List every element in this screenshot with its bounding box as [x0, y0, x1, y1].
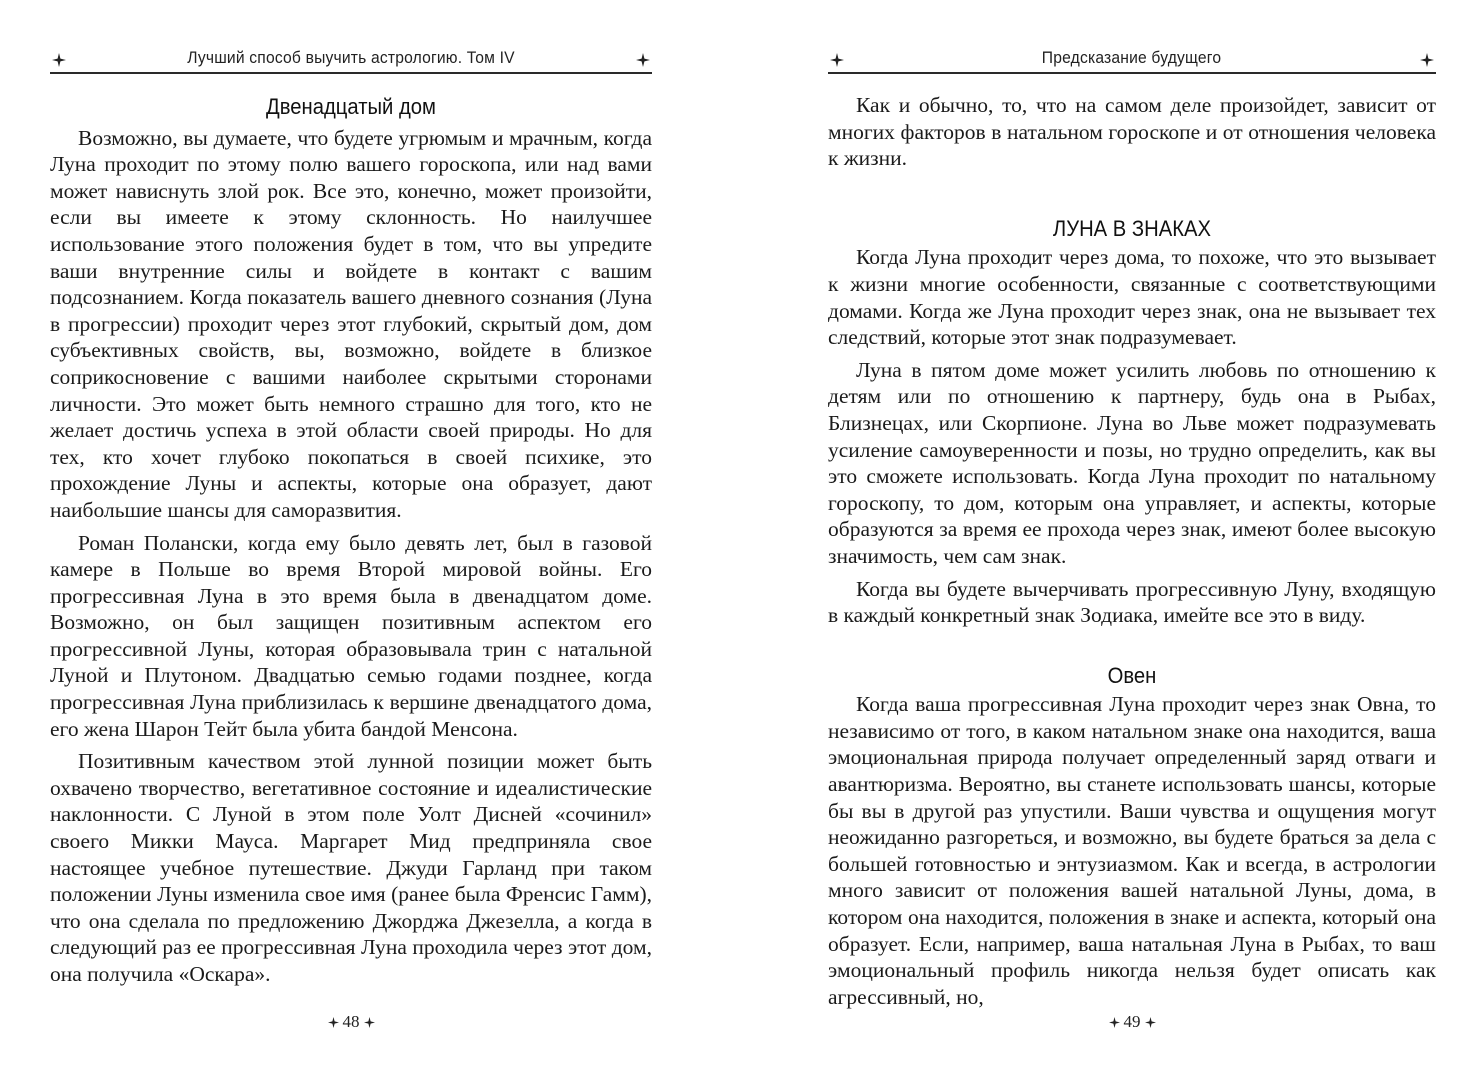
four-point-star-icon — [328, 1017, 339, 1028]
four-point-star-icon — [636, 53, 650, 67]
left-page-body — [50, 94, 652, 988]
four-point-star-icon — [1420, 53, 1434, 67]
four-point-star-icon — [1145, 1017, 1156, 1028]
running-head-title: Предсказание будущего — [1042, 48, 1222, 67]
paragraph: Когда Луна проходит через дома, то похоже, что это вызывает к жизни многие особенности, связанные с соответствующими домами. Когда же Луна проходит через знак, она не вызывает тех следствий, которые этот знак подразумевает. — [828, 245, 1436, 350]
section-heading: ЛУНА В ЗНАКАХ — [1052, 215, 1212, 241]
four-point-star-icon — [52, 53, 66, 67]
paragraph: Возможно, вы думаете, что будете угрюмым и мрачным, когда Луна проходит по этому полю вашего гороскопа, или над вами может нависнуть злой рок. Все это, конечно, может произойти, если вы имеете к этому склонность. Но наилучшее использование этого положения будет в том, что вы упредите ваши внутренние силы и войдете в контакт с вашим подсознанием. Когда показатель вашего дневного сознания (Луна в прогрессии) проходит через этот глубокий, скрытый дом, дом субъективных свойств, вы, возможно, войдете в близкое соприкосновение с вашими наиболее скрытыми сторонами личности. Это может быть немного страшно для того, кто не желает достичь успеха в этой области своей природы. Но для тех, кто хочет глубоко покопаться в своей психике, это прохождение Луны и аспекты, которые она образует, дают наибольшие шансы для саморазвития. — [50, 125, 652, 522]
paragraph: Когда вы будете вычерчивать прогрессивную Луну, входящую в каждый конкретный знак Зодиака, имейте все это в виду. — [828, 576, 1436, 628]
page-number: 49 — [1123, 1012, 1141, 1031]
sub-heading: Овен — [1107, 662, 1157, 688]
page-number: 48 — [342, 1012, 360, 1031]
four-point-star-icon — [1109, 1017, 1120, 1028]
paragraph: Когда ваша прогрессивная Луна проходит через знак Овна, то независимо от того, в каком натальном знаке она находится, ваша эмоциональная природа получает определенный заряд отваги и авантюризма. Вероятно, вы станете использовать шансы, которые бы вы в другой раз упустили. Ваши чувства и ощущения могут неожиданно разгореться, и возможно, вы будете браться за дела с большей готовностью и энтузиазмом. Как и всегда, в астрологии много зависит от положения вашей натальной Луны, дома, в котором она находится, положения в знаке и аспекта, который она образует. Если, например, ваша натальная Луна в Рыбах, то ваш эмоциональный профиль никогда нельзя будет описать как агрессивный, но, — [828, 692, 1436, 1009]
paragraph: Позитивным качеством этой лунной позиции может быть охвачено творчество, вегетативное состояние и идеалистические наклонности. С Луной в этом поле Уолт Дисней «сочинил» своего Микки Мауса. Маргарет Мид предприняла свое настоящее учебное путешествие. Джуди Гарланд при таком положении Луны изменила свое имя (ранее была Френсис Гамм), что она сделала по предложению Джорджа Джезелла, а когда в следующий раз ее прогрессивная Луна проходила через этот дом, она получила «Оскара». — [50, 749, 652, 986]
right-page — [828, 0, 1436, 1080]
chapter-heading: Двенадцатый дом — [266, 94, 436, 119]
running-head-left — [50, 44, 652, 74]
right-page-body — [828, 92, 1436, 1010]
paragraph: Как и обычно, то, что на самом деле произойдет, зависит от многих факторов в натальном гороскопе и от отношения человека к жизни. — [828, 93, 1436, 171]
paragraph: Луна в пятом доме может усилить любовь по отношению к детям или по отношению к партнеру, будь она в Рыбах, Близнецах, или Скорпионе. Луна во Льве может подразумевать усиление самоуверенности и позы, но трудно определить, как вы это сможете использовать. Когда Луна проходит по натальному гороскопу, то дом, которым она управляет, и аспекты, которые образуются за время ее прохода через знак, имеют более высокую значимость, чем сам знак. — [828, 357, 1436, 568]
running-head-right — [828, 44, 1436, 74]
running-head-title: Лучший способ выучить астрологию. Том IV — [187, 48, 515, 67]
paragraph: Роман Полански, когда ему было девять лет, был в газовой камере в Польше во время Второй мировой войны. Его прогрессивная Луна в это время была в двенадцатом доме. Возможно, он был защищен позитивным аспектом его прогрессивной Луны, которая образовывала трин с натальной Луной и Плутоном. Двадцатью семью годами позднее, когда прогрессивная Луна приблизилась к вершине двенадцатого дома, его жена Шарон Тейт была убита бандой Менсона. — [50, 530, 652, 741]
page-number-left — [50, 1012, 652, 1032]
page-number-right — [828, 1012, 1436, 1032]
four-point-star-icon — [364, 1017, 375, 1028]
left-page — [50, 0, 652, 1080]
four-point-star-icon — [830, 53, 844, 67]
